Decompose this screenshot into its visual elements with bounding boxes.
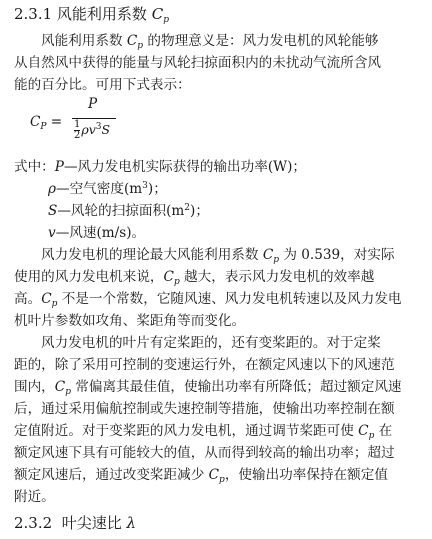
- cp-formula: [30, 96, 210, 154]
- p2-line-2: 使用的风力发电机来说，$C_p$ 越大，表示风力发电机的效率越: [14, 269, 375, 287]
- def-line-s: S—风轮的扫掠面积$(m^2)$；: [48, 203, 209, 219]
- section-heading-2-3-2: 2.3.2 叶尖速比 λ: [14, 514, 137, 532]
- def-line-v: v—风速(m/s)。: [48, 225, 146, 241]
- p3-line-5: 定值附近。对于变桨距的风力发电机，通过调节桨距可使 $C_p$ 在: [14, 423, 393, 441]
- p2-line-3: 高。$C_p$ 不是一个常数，它随风速、风力发电机转速以及风力发电: [14, 291, 402, 309]
- p2-line-4: 机叶片参数如攻角、桨距角等而变化。: [14, 313, 246, 329]
- def-line-rho: ρ—空气密度$(m^3)$；: [48, 181, 167, 197]
- p3-line-7: 额定风速后，通过改变桨距减少 $C_p$，使输出功率保持在额定值: [14, 467, 388, 485]
- formula-denominator: $\frac{1}{2}$ $\rho v^3S$: [74, 119, 111, 141]
- p3-line-8: 附近。: [14, 489, 55, 505]
- p1-line-1: 风能利用系数 $C_p$ 的物理意义是：风力发电机的风轮能够: [41, 33, 379, 51]
- p2-line-1: 风力发电机的理论最大风能利用系数 $C_p$ 为 0.539，对实际: [41, 247, 395, 265]
- p1-line-3: 能的百分比。可用下式表示：: [14, 77, 191, 93]
- def-line-p: 式中：P—风力发电机实际获得的输出功率(W)；: [14, 159, 307, 175]
- formula-numerator: P: [88, 96, 98, 112]
- p3-line-4: 后，通过采用偏航控制或失速控制等措施，使输出功率控制在额: [14, 401, 395, 417]
- section-heading-2-3-1: 2.3.1 风能利用系数 $C_p$: [14, 5, 169, 25]
- formula-lhs: $C_P$ =: [30, 114, 63, 132]
- p3-line-3: 围内，$C_p$ 常偏离其最佳值，使输出功率有所降低；超过额定风速: [14, 379, 402, 397]
- p1-line-2: 从自然风中获得的能量与风轮扫掠面积内的未扰动气流所含风: [14, 55, 382, 71]
- p3-line-1: 风力发电机的叶片有定桨距的，还有变桨距的。对于定桨: [41, 335, 381, 351]
- p3-line-6: 额定风速下具有可能较大的值，从而得到较高的输出功率；超过: [14, 445, 395, 461]
- p3-line-2: 距的，除了采用可控制的变速运行外，在额定风速以下的风速范: [14, 357, 395, 373]
